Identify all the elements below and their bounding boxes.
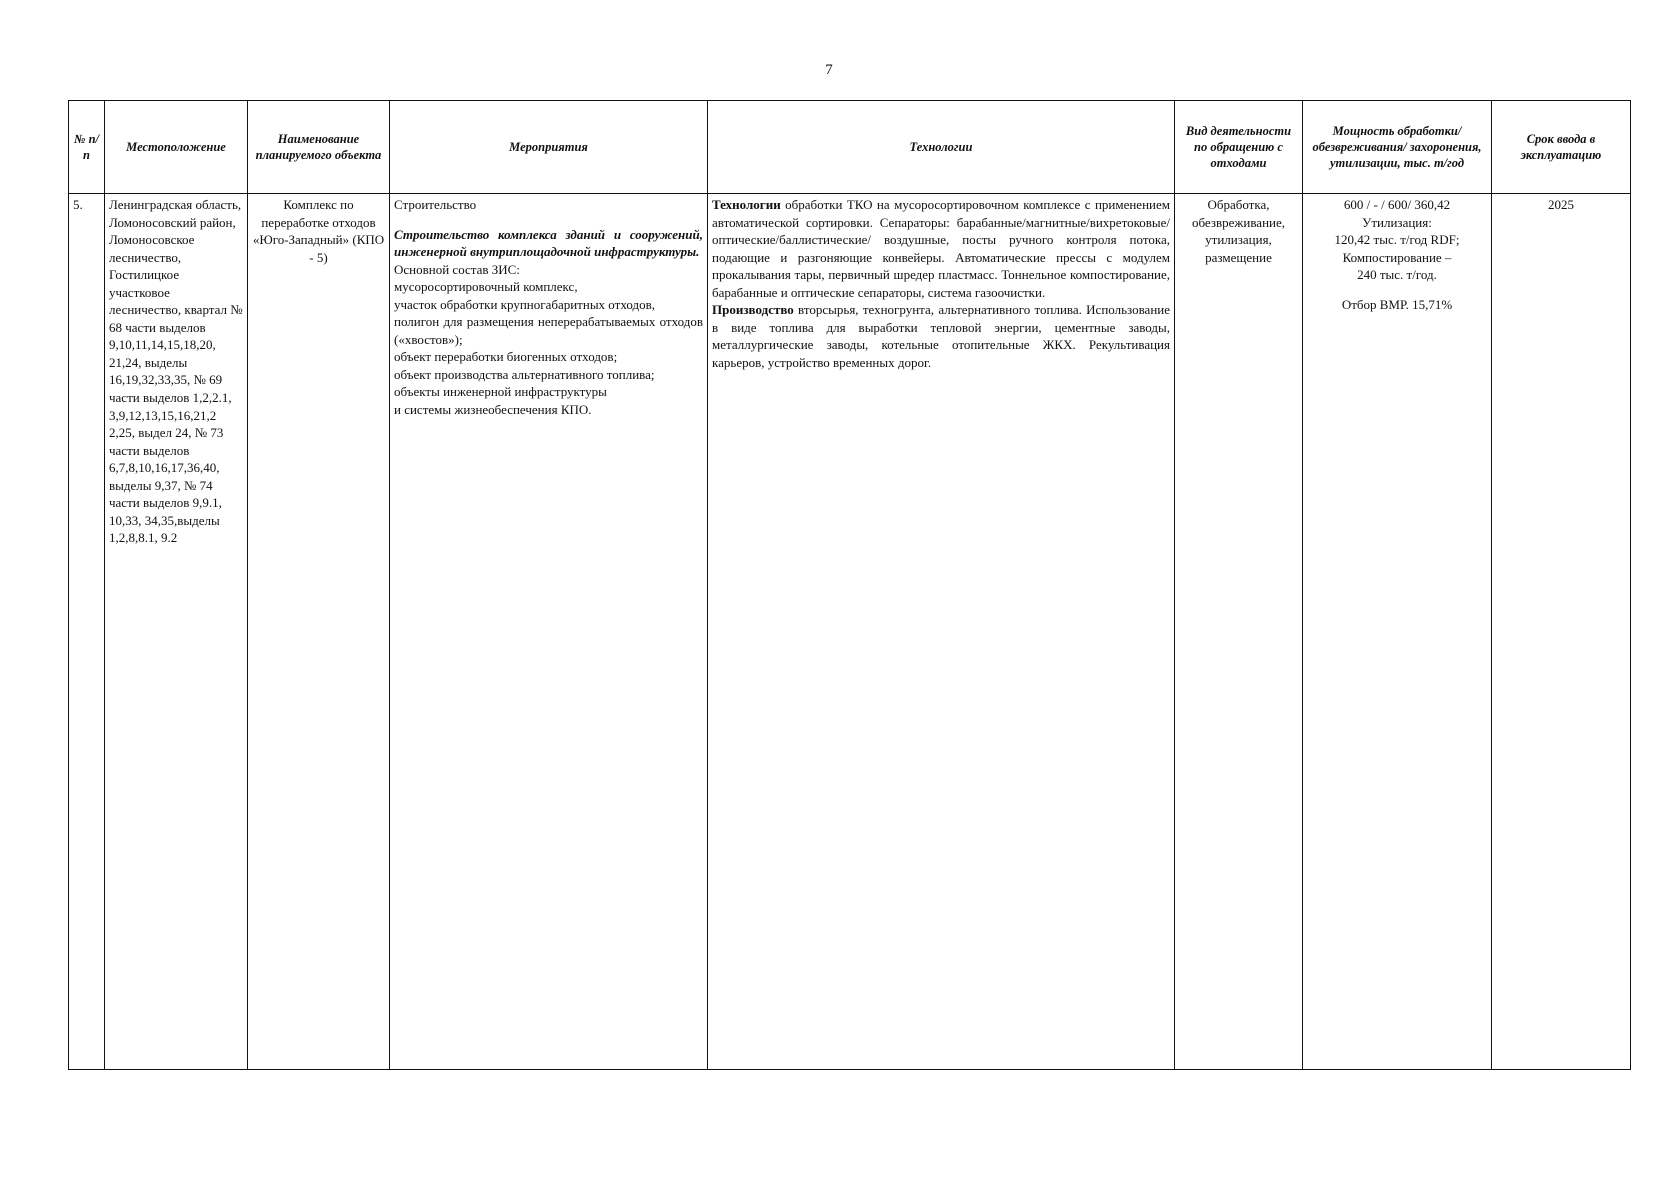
cell-object-name: Комплекс по переработке отходов «Юго-Западный» (КПО - 5) — [248, 194, 390, 1070]
header-measures: Мероприятия — [390, 101, 708, 194]
cell-technologies — [708, 194, 1175, 1070]
technologies-lead: Производство — [712, 302, 794, 318]
capacity-line: 600 / - / 600/ 360,42 — [1343, 197, 1451, 212]
capacity-line: 120,42 тыс. т/год RDF; — [1334, 232, 1460, 248]
table-row — [69, 194, 1631, 1070]
cell-activity: Обработка, обезвреживание, утилизация, размещение — [1175, 194, 1303, 1070]
measures-line: объект переработки биогенных отходов; — [394, 349, 618, 365]
measures-line: Основной состав ЗИС: — [394, 261, 520, 277]
header-term: Срок ввода в эксплуатацию — [1492, 101, 1631, 194]
spacer — [1307, 284, 1487, 296]
cell-term: 2025 — [1492, 194, 1631, 1070]
measures-heading: Строительство комплекса зданий и сооружений, инженерной внутриплощадочной инфраструктуры. — [394, 226, 703, 260]
header-num: № п/п — [69, 101, 105, 194]
measures-line: объект производства альтернативного топлива; — [394, 366, 655, 382]
measures-line: мусоросортировочный комплекс, — [394, 279, 578, 295]
header-technologies: Технологии — [708, 101, 1175, 194]
capacity-line: Компостирование – — [1342, 249, 1452, 265]
measures-line: полигон для размещения неперерабатываемых отходов («хвостов»); — [394, 314, 703, 347]
header-location: Местоположение — [105, 101, 248, 194]
technologies-lead: Технологии — [712, 197, 781, 212]
cell-measures — [390, 194, 708, 1070]
waste-facility-table — [68, 100, 1631, 1070]
measures-line: Строительство — [394, 197, 477, 212]
spacer — [394, 214, 703, 226]
measures-line: объекты инженерной инфраструктуры — [394, 384, 607, 400]
capacity-line: Утилизация: — [1362, 214, 1432, 230]
cell-num: 5. — [69, 194, 105, 1070]
cell-capacity — [1303, 194, 1492, 1070]
header-capacity: Мощность обработки/ обезвреживания/ захоронения, утилизации, тыс. т/год — [1303, 101, 1492, 194]
capacity-line: 240 тыс. т/год. — [1357, 267, 1437, 283]
header-activity: Вид деятельности по обращению с отходами — [1175, 101, 1303, 194]
technologies-paragraph — [712, 301, 1170, 371]
cell-location: Ленинградская область, Ломоносовский район, Ломоносовское лесничество, Гостилицкое участковое лесничество, квартал № 68 части выделов 9,10,11,14,15,18,20, 21,24, выделы 16,19,32,33,35, № 69 части выделов 1,2,2.1, 3,9,12,13,15,16,21,2 2,25, выдел 24, № 73 части выделов 6,7,8,10,16,17,36,40, выделы 9,37, № 74 части выделов 9,9.1, 10,33, 34,35,выделы 1,2,8,8.1, 9.2 — [105, 194, 248, 1070]
page-number: 7 — [825, 62, 833, 78]
technologies-text: вторсырья, техногрунта, альтернативного топлива. Использование в виде топлива для выработки тепловой энергии, цементные заводы, металлургические заводы, котельные отопительные ЖКХ. Рекультивация карьеров, устройство временных дорог. — [712, 302, 1170, 370]
measures-line: участок обработки крупногабаритных отходов, — [394, 296, 655, 312]
measures-line: и системы жизнеобеспечения КПО. — [394, 402, 592, 418]
technologies-paragraph — [712, 196, 1170, 301]
table-header-row — [69, 101, 1631, 194]
capacity-line: Отбор ВМР. 15,71% — [1341, 296, 1453, 312]
technologies-text: обработки ТКО на мусоросортировочном комплексе с применением автоматической сортировки. Сепараторы: барабанные/магнитные/вихретоковые/ оптические/баллистические/ воздушные, посты ручного контроля потока, подающие и разгоняющие конвейеры. Автоматические прессы с модулем прокалывания тары, первичный шредер пластмасс. Тоннельное компостирование, барабанные и оптические сепараторы, система газоочистки. — [712, 197, 1170, 300]
header-object-name: Наименование планируемого объекта — [248, 101, 390, 194]
